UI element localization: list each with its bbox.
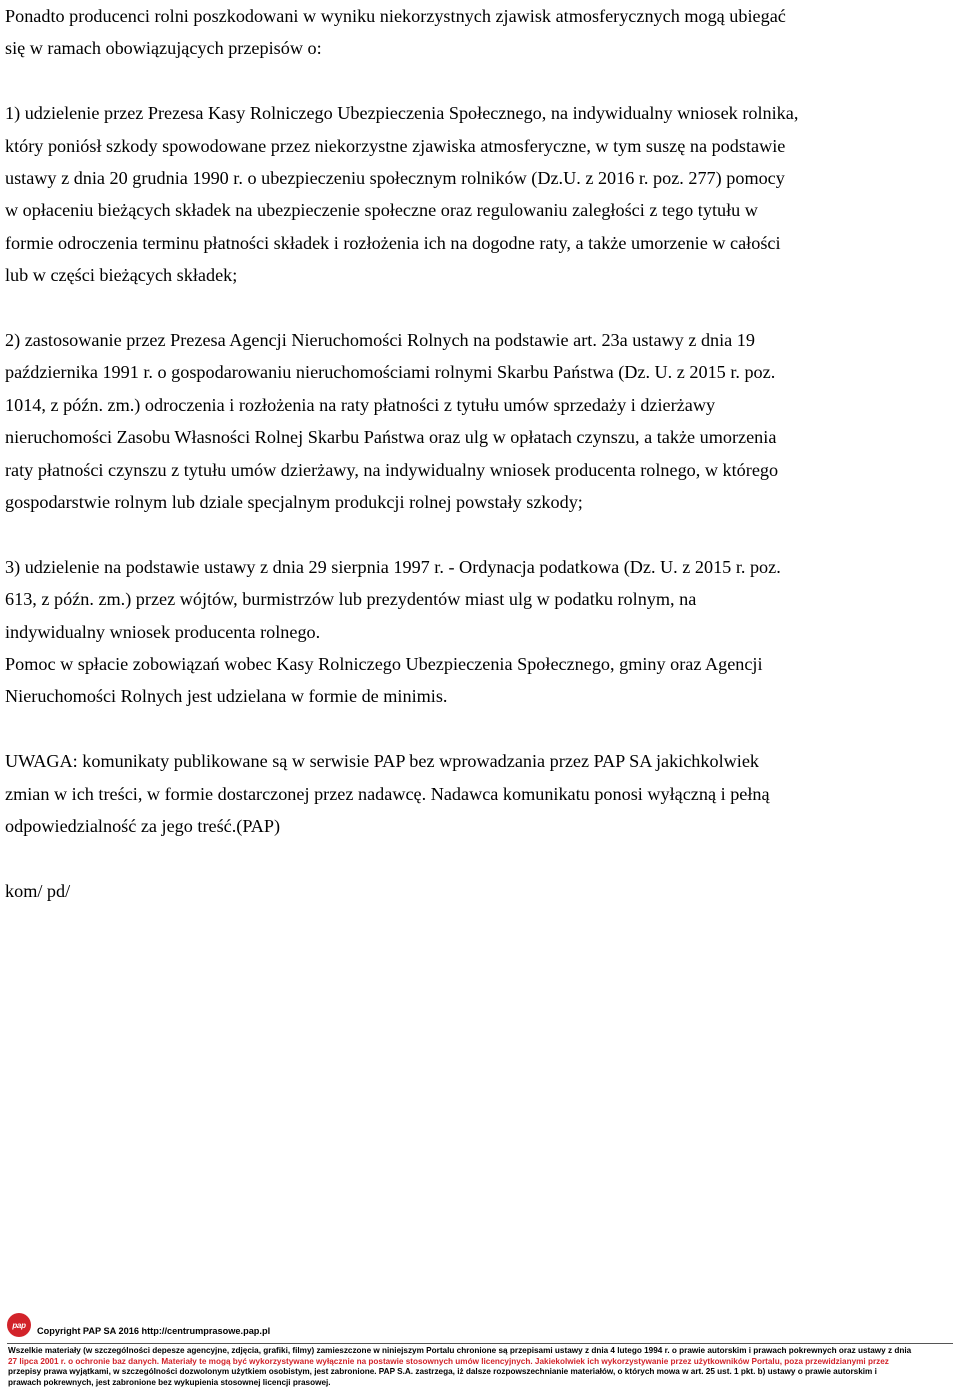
- text-line: nieruchomości Zasobu Własności Rolnej Skarbu Państwa oraz ulg w opłatach czynszu, a także umorzenia: [5, 421, 940, 453]
- text-line: który poniósł szkody spowodowane przez niekorzystne zjawiska atmosferyczne, w tym suszę na podstawie: [5, 130, 940, 162]
- text-line: UWAGA: komunikaty publikowane są w serwisie PAP bez wprowadzania przez PAP SA jakichkolwiek: [5, 745, 940, 777]
- text-line: Nieruchomości Rolnych jest udzielana w formie de minimis.: [5, 680, 940, 712]
- de-minimis-paragraph: [5, 648, 940, 713]
- text-line: 3) udzielenie na podstawie ustawy z dnia 29 sierpnia 1997 r. - Ordynacja podatkowa (Dz. U. z 2015 r. poz.: [5, 551, 940, 583]
- text-line: 613, z późn. zm.) przez wójtów, burmistrzów lub prezydentów miast ulg w podatku rolnym, na: [5, 583, 940, 615]
- text-line: indywidualny wniosek producenta rolnego.: [5, 616, 940, 648]
- text-line: gospodarstwie rolnym lub dziale specjalnym produkcji rolnej powstały szkody;: [5, 486, 940, 518]
- text-line: 1014, z późn. zm.) odroczenia i rozłożenia na raty płatności z tytułu umów sprzedaży i dzierżawy: [5, 389, 940, 421]
- text-line: lub w części bieżących składek;: [5, 259, 940, 291]
- page-footer: [0, 1306, 960, 1380]
- legal-line: prawach pokrewnych, jest zabronione bez wykupienia stosownej licencji prasowej.: [8, 1378, 953, 1388]
- text-line: w opłaceniu bieżących składek na ubezpieczenie społeczne oraz regulowaniu zaległości z tego tytułu w: [5, 194, 940, 226]
- text-line: zmian w ich treści, w formie dostarczonej przez nadawcę. Nadawca komunikatu ponosi wyłączną i pełną: [5, 778, 940, 810]
- text-line: Ponadto producenci rolni poszkodowani w wyniku niekorzystnych zjawisk atmosferycznych mogą ubiegać: [5, 0, 940, 32]
- footer-header: [7, 1310, 957, 1340]
- text-line: się w ramach obowiązujących przepisów o:: [5, 32, 940, 64]
- text-line: 2) zastosowanie przez Prezesa Agencji Nieruchomości Rolnych na podstawie art. 23a ustawy z dnia 19: [5, 324, 940, 356]
- pap-logo-icon: pap: [7, 1313, 31, 1337]
- article-body: [5, 0, 940, 907]
- legal-notice: [8, 1346, 953, 1388]
- text-line: października 1991 r. o gospodarowaniu nieruchomościami rolnymi Skarbu Państwa (Dz. U. z 2015 r. poz.: [5, 356, 940, 388]
- legal-line: 27 lipca 2001 r. o ochronie baz danych. Materiały te mogą być wykorzystywane wyłącznie na postawie stosownych umów licencyjnych. Jakiekolwiek ich wykorzystywanie przez użytkowników Portalu, poza przewidzianymi przez: [8, 1357, 953, 1368]
- text-line: ustawy z dnia 20 grudnia 1990 r. o ubezpieczeniu społecznym rolników (Dz.U. z 2016 r. poz. 277) pomocy: [5, 162, 940, 194]
- item-1-paragraph: [5, 97, 940, 291]
- text-line: 1) udzielenie przez Prezesa Kasy Rolniczego Ubezpieczenia Społecznego, na indywidualny wniosek rolnika,: [5, 97, 940, 129]
- text-line: formie odroczenia terminu płatności składek i rozłożenia ich na dogodne raty, a także umorzenie w całości: [5, 227, 940, 259]
- item-2-paragraph: [5, 324, 940, 518]
- uwaga-notice: [5, 745, 940, 842]
- text-line: Pomoc w spłacie zobowiązań wobec Kasy Rolniczego Ubezpieczenia Społecznego, gminy oraz Agencji: [5, 648, 940, 680]
- signature: [5, 875, 940, 907]
- footer-divider: [7, 1343, 953, 1344]
- legal-line: przepisy prawa wyjątkami, w szczególności dozwolonym użytkiem osobistym, jest zabronione. PAP S.A. zastrzega, iż dalsze rozpowszechnianie materiałów, o których mowa w art. 25 ust. 1 pkt. b) ustawy o prawie autorskim i: [8, 1367, 953, 1378]
- copyright-link[interactable]: Copyright PAP SA 2016 http://centrumprasowe.pap.pl: [37, 1326, 270, 1336]
- text-line: odpowiedzialność za jego treść.(PAP): [5, 810, 940, 842]
- item-3-paragraph: [5, 551, 940, 648]
- intro-paragraph: [5, 0, 940, 65]
- legal-line: Wszelkie materiały (w szczególności depesze agencyjne, zdjęcia, grafiki, filmy) zamieszczone w niniejszym Portalu chronione są przepisami ustawy z dnia 4 lutego 1994 r. o prawie autorskim i prawach pokrewnych oraz ustawy z dnia: [8, 1346, 953, 1357]
- text-line: kom/ pd/: [5, 875, 940, 907]
- text-line: raty płatności czynszu z tytułu umów dzierżawy, na indywidualny wniosek producenta rolnego, w którego: [5, 454, 940, 486]
